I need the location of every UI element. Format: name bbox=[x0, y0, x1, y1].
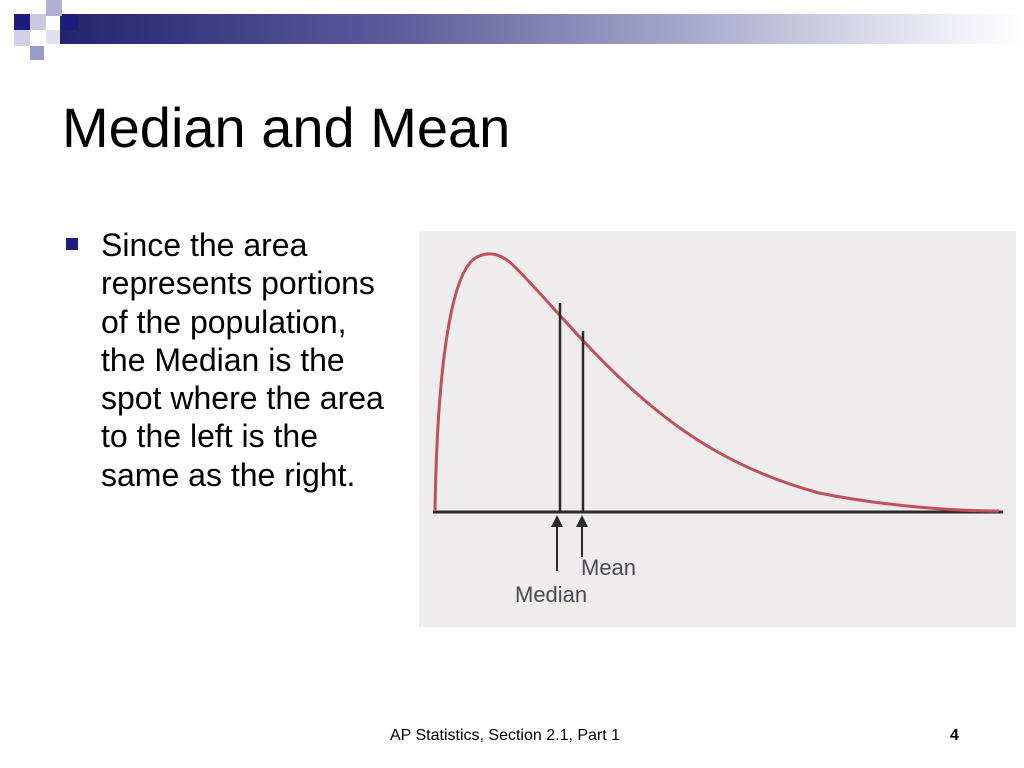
distribution-svg bbox=[419, 231, 1016, 627]
header-band bbox=[60, 14, 1024, 44]
header-square-light bbox=[30, 14, 46, 30]
slide-title: Median and Mean bbox=[62, 96, 511, 159]
median-label: Median bbox=[515, 582, 588, 607]
slide-footer: AP Statistics, Section 2.1, Part 1 bbox=[390, 727, 621, 744]
header-square-light bbox=[46, 0, 62, 16]
header-square-light bbox=[14, 30, 30, 46]
bullet-square-icon bbox=[66, 238, 78, 250]
bullet-text: Since the area represents portions of the population, the Median is the spot where the area to the left is the same as the right. bbox=[101, 227, 384, 493]
distribution-figure bbox=[419, 231, 1016, 627]
figure-background bbox=[419, 231, 1016, 627]
page-number: 4 bbox=[950, 727, 959, 744]
header-square-mid bbox=[62, 14, 78, 30]
header-square-dark bbox=[14, 14, 30, 30]
header-square-mid bbox=[30, 46, 44, 60]
mean-label: Mean bbox=[581, 555, 637, 580]
header-square-light bbox=[46, 30, 60, 44]
